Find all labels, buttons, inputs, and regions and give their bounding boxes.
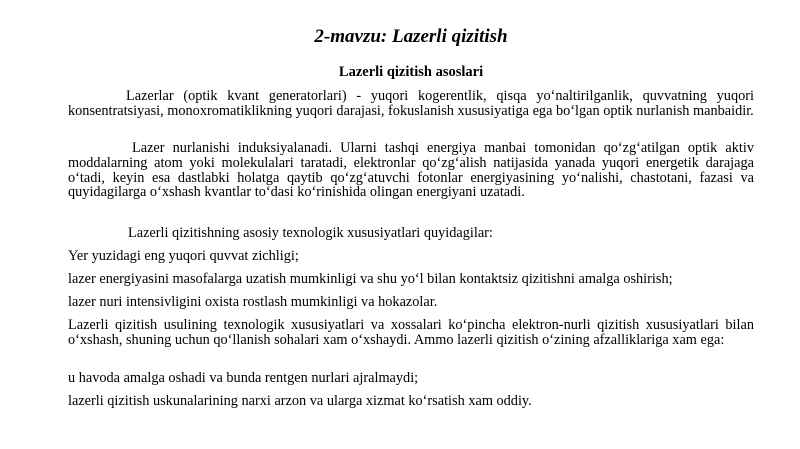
list-item: u havoda amalga oshadi va bunda rentgen nurlari ajralmaydi; (68, 370, 419, 386)
list-item: Yer yuzidagi eng yuqori quvvat zichligi; (68, 248, 299, 264)
document-page (68, 0, 754, 449)
paragraph-features-intro: Lazerli qizitishning asosiy texnologik xususiyatlari quyidagilar: (128, 225, 493, 241)
paragraph-lasers-definition: Lazerlar (optik kvant generatorlari) - yuqori kogerentlik, qisqa yo‘naltirilganlik, quvvatning yuqori konsentratsiyasi, monoxromatiklikning yuqori darajasi, fokuslanish xususiyatiga ega bo‘lgan optik nurlanish manbaidir. (68, 88, 754, 119)
section-heading: Lazerli qizitish asoslari (338, 64, 484, 80)
page-title: 2-mavzu: Lazerli qizitish (314, 26, 508, 47)
paragraph-comparison: Lazerli qizitish usulining texnologik xususiyatlari va xossalari ko‘pincha elektron-nurli qizitish xususiyatlari bilan o‘xshash, shuning uchun qo‘llanish sohalari xam o‘xshaydi. Ammo lazerli qizitish o‘zining afzalliklariga xam ega: (68, 317, 754, 348)
paragraph-laser-radiation: Lazer nurlanishi induksiyalanadi. Ularni tashqi energiya manbai tomonidan qo‘zg‘atilgan optik aktiv moddalarning atom yoki molekulalari taratadi, elektronlar qo‘zg‘alish natijasida yanada yuqori energetik darajaga o‘tadi, keyin esa dastlabki holatga qaytib qo‘zg‘atuvchi fotonlar energiyasining yo‘nalishi, chastotani, fazasi va quyidagilarga o‘xshash kvantlar to‘dasi ko‘rinishida olingan energiyani uzatadi. (68, 140, 754, 201)
list-item: lazerli qizitish uskunalarining narxi arzon va ularga xizmat ko‘rsatish xam oddiy. (68, 393, 532, 409)
list-item: lazer nuri intensivligini oxista rostlash mumkinligi va hokazolar. (68, 294, 438, 310)
list-item: lazer energiyasini masofalarga uzatish mumkinligi va shu yo‘l bilan kontaktsiz qizitishni amalga oshirish; (68, 271, 673, 287)
